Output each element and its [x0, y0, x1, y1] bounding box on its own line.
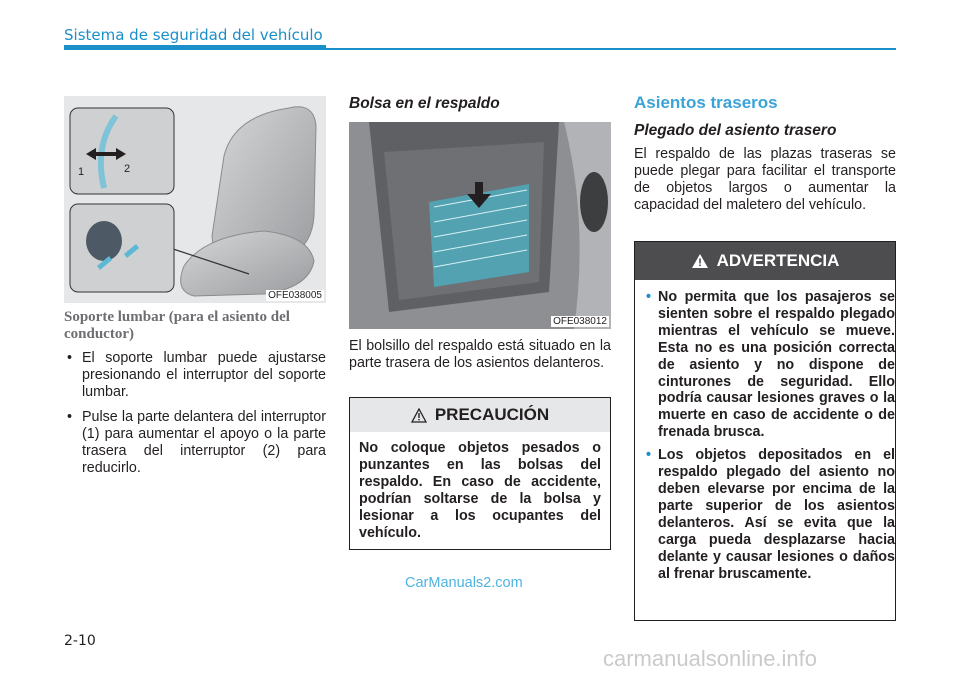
- warning-header: [635, 242, 895, 280]
- warning-box: [634, 241, 896, 621]
- seat-illustration: [64, 96, 326, 303]
- footer-watermark: carmanualsonline.info: [603, 646, 818, 671]
- list-item: • Pulse la parte delantera del interruptor (1) para aumentar el apoyo o la parte trasera del interruptor (2) para reducirlo.: [64, 409, 326, 477]
- marker-2: 2: [124, 163, 131, 175]
- caution-header: [350, 398, 610, 432]
- caution-box: [349, 397, 611, 550]
- list-item: • No permita que los pasajeros se sienten sobre el respaldo plegado mientras el vehículo se mueve. Esta no es una posición correcta de asiento y no dispone de cinturones de seguridad. Ello podría causar lesiones graves o la muerte en caso de accidente o de frenada brusca.: [646, 289, 895, 441]
- seatback-pocket-description: El bolsillo del respaldo está situado en la parte trasera de los asientos delanteros.: [349, 338, 611, 371]
- pocket-illustration: [349, 122, 611, 329]
- rear-seat-folding-description: El respaldo de las plazas traseras se puede plegar para facilitar el transporte de objetos largos o aumentar la capacidad del maletero del vehículo.: [634, 146, 896, 213]
- lumbar-support-list: [64, 350, 326, 485]
- section-title: Sistema de seguridad del vehículo: [64, 26, 323, 44]
- warning-triangle-icon: [411, 408, 427, 423]
- image-code: OFE038005: [268, 290, 322, 301]
- caution-text: No coloque objetos pesados o punzantes en las bolsas del respaldo. En caso de accidente, podrían soltarse de la bolsa y lesionar a los ocupantes del vehículo.: [359, 440, 601, 541]
- rear-seats-heading: Asientos traseros: [634, 93, 778, 112]
- caution-title: PRECAUCIÓN: [434, 405, 550, 424]
- rear-seat-folding-heading: Plegado del asiento trasero: [634, 122, 837, 139]
- seatback-pocket-heading: Bolsa en el respaldo: [349, 95, 500, 112]
- list-item: • El soporte lumbar puede ajustarse presionando el interruptor del soporte lumbar.: [64, 350, 326, 401]
- list-item: • Los objetos depositados en el respaldo plegado del asiento no deben elevarse por encima de la parte superior de los asientos delanteros. Así se evita que la carga pueda desplazarse hacia delante y causar lesiones o daños al frenar bruscamente.: [646, 447, 895, 582]
- lumbar-support-image: [64, 96, 326, 303]
- header-rule-thin: [326, 48, 896, 50]
- marker-1: 1: [78, 166, 85, 178]
- seatback-pocket-image: [349, 122, 611, 329]
- image-code: OFE038012: [553, 316, 607, 327]
- lumbar-support-heading: Soporte lumbar (para el asiento del conductor): [64, 309, 290, 342]
- warning-title: ADVERTENCIA: [716, 251, 840, 270]
- warning-triangle-icon: [691, 253, 709, 269]
- header-rule-thick: [64, 45, 326, 50]
- watermark: CarManuals2.com: [405, 575, 523, 591]
- page-number: 2-10: [64, 633, 96, 649]
- warning-list: [635, 280, 895, 582]
